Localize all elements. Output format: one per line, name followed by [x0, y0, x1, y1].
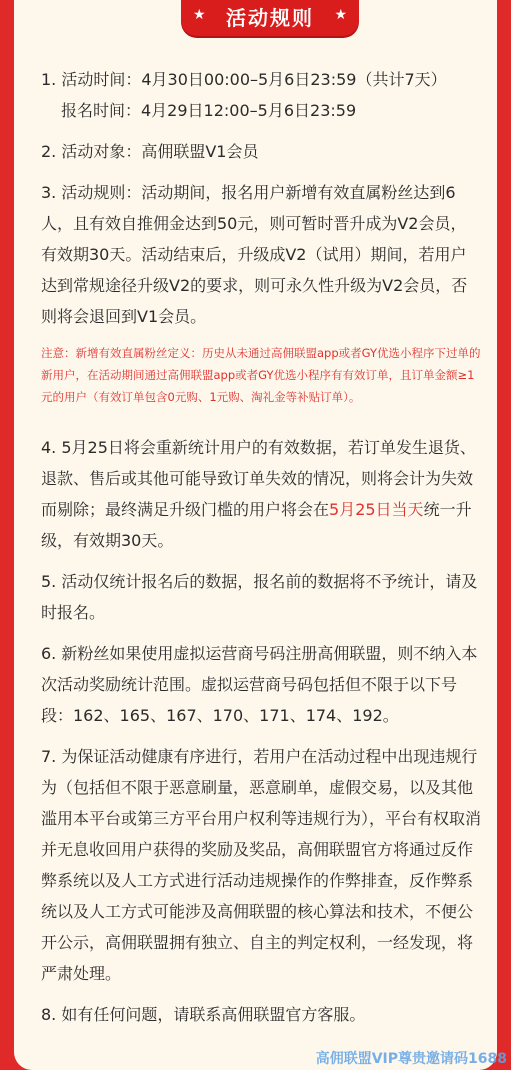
rule-4-date-highlight: 5月25日当天: [329, 500, 424, 519]
rule-8: 8. 如有任何问题，请联系高佣联盟官方客服。: [41, 1005, 366, 1024]
star-icon-left: ★: [193, 7, 206, 23]
rule-1-activity-time: 1. 活动时间：4月30日00:00–5月6日23:59（共计7天）: [41, 70, 447, 89]
rule-1-signup-time: 报名时间：4月29日12:00–5月6日23:59: [61, 101, 357, 120]
star-icon-right: ★: [334, 7, 347, 23]
watermark-text: 高佣联盟VIP尊贵邀请码1688: [315, 1051, 507, 1067]
rule-2: 2. 活动对象：高佣联盟V1会员: [41, 142, 259, 161]
rule-3: 3. 活动规则：活动期间，报名用户新增有效直属粉丝达到6人，且有效自推佣金达到50元，则可暂时晋升成为V2会员，有效期30天。活动结束后，升级成V2（试用）期间，若用户达到常规途径升级V2的要求，则可永久性升级为V2会员，否则将会退回到V1会员。: [41, 183, 468, 326]
rule-4-text-end: 统一升级，有效期30天。: [41, 500, 472, 550]
rule-5: 5. 活动仅统计报名后的数据，报名前的数据将不予统计，请及时报名。: [41, 572, 478, 622]
page-title: 活动规则: [226, 6, 314, 30]
rule-4-text: 4. 5月25日将会重新统计用户的有效数据，若订单发生退货、退款、售后或其他可能导致订单失效的情况，则将会计为失效而剔除；最终满足升级门槛的用户将会在: [41, 438, 476, 519]
rule-3-note: 注意：新增有效直属粉丝定义：历史从未通过高佣联盟app或者GY优选小程序下过单的新用户，在活动期间通过高佣联盟app或者GY优选小程序有有效订单，且订单金额≥1元的用户（有效订单包含0元购、1元购、淘礼金等补贴订单）。: [41, 346, 481, 404]
rule-7: 7. 为保证活动健康有序进行，若用户在活动过程中出现违规行为（包括但不限于恶意刷量，恶意刷单，虚假交易，以及其他滥用本平台或第三方平台用户权利等违规行为），平台有权取消并无息收回用户获得的奖励及奖品，高佣联盟官方将通过反作弊系统以及人工方式进行活动违规操作的作弊排查，反作弊系统以及人工方式可能涉及高佣联盟的核心算法和技术，不便公开公示，高佣联盟拥有独立、自主的判定权利，一经发现，将严肃处理。: [41, 747, 482, 983]
rule-4: [41, 432, 481, 556]
rules-header-ribbon: [175, 0, 365, 40]
rules-content: [41, 64, 481, 1030]
rule-6: 6. 新粉丝如果使用虚拟运营商号码注册高佣联盟，则不纳入本次活动奖励统计范围。虚拟运营商号码包括但不限于以下号段：162、165、167、170、171、174、192。: [41, 644, 478, 725]
rule-1: [41, 64, 481, 126]
